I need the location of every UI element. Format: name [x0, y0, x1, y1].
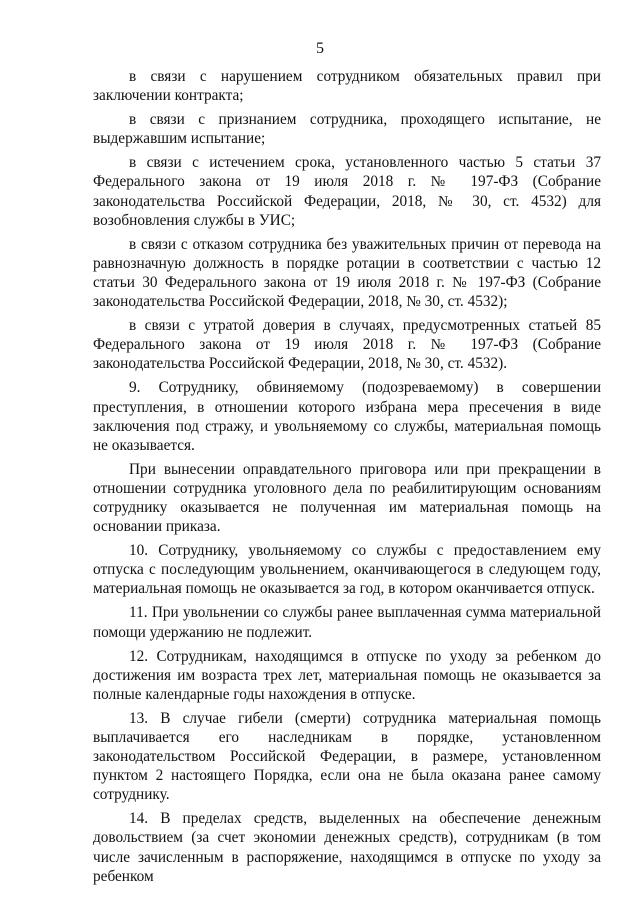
- paragraph: в связи с признанием сотрудника, проходящего испытание, не выдержавшим испытание;: [93, 111, 601, 148]
- document-body: [93, 67, 601, 886]
- paragraph-item-9: 9. Сотруднику, обвиняемому (подозреваемому) в совершении преступления, в отношении которого избрана мера пресечения в виде заключения под стражу, и увольняемому со службы, материальная помощь не оказывается.: [93, 379, 601, 454]
- paragraph: При вынесении оправдательного приговора или при прекращении в отношении сотрудника уголовного дела по реабилитирующим основаниям сотруднику оказывается не полученная им материальная помощь на основании приказа.: [93, 460, 601, 536]
- page-number: 5: [316, 40, 324, 57]
- paragraph-item-12: 12. Сотрудникам, находящимся в отпуске по уходу за ребенком до достижения им возраста трех лет, материальная помощь не оказывается за полные календарные годы нахождения в отпуске.: [93, 647, 601, 703]
- paragraph-item-13: 13. В случае гибели (смерти) сотрудника материальная помощь выплачивается его наследникам в порядке, установленном законодательством Российской Федерации, в размере, установленном пунктом 2 настоящего Порядка, если она не была оказана ранее самому сотруднику.: [93, 709, 601, 804]
- paragraph-item-10: 10. Сотруднику, увольняемому со службы с предоставлением ему отпуска с последующим увольнением, оканчивающегося в следующем году, материальная помощь не оказывается за год, в котором оканчивается отпуск.: [93, 542, 601, 598]
- paragraph-item-11: 11. При увольнении со службы ранее выплаченная сумма материальной помощи удержанию не подлежит.: [93, 604, 601, 641]
- paragraph: в связи с истечением срока, установленного частью 5 статьи 37 Федерального закона от 19 июля 2018 г. № 197-ФЗ (Собрание законодательства Российской Федерации, 2018, № 30, ст. 4532) для возобновления службы в УИС;: [93, 154, 601, 229]
- paragraph: в связи с отказом сотрудника без уважительных причин от перевода на равнозначную должность в порядке ротации в соответствии с частью 12 статьи 30 Федерального закона от 19 июля 2018 г. № 197-ФЗ (Собрание законодательства Российской Федерации, 2018, № 30, ст. 4532);: [93, 235, 601, 311]
- paragraph: в связи с нарушением сотрудником обязательных правил при заключении контракта;: [93, 68, 601, 105]
- paragraph: в связи с утратой доверия в случаях, предусмотренных статьей 85 Федерального закона от 19 июля 2018 г. № 197-ФЗ (Собрание законодательства Российской Федерации, 2018, № 30, ст. 4532).: [93, 317, 601, 373]
- paragraph-item-14: 14. В пределах средств, выделенных на обеспечение денежным довольствием (за счет экономии денежных средств), сотрудникам (в том числе зачисленным в распоряжение, находящимся в отпуске по уходу за ребенком: [93, 810, 601, 885]
